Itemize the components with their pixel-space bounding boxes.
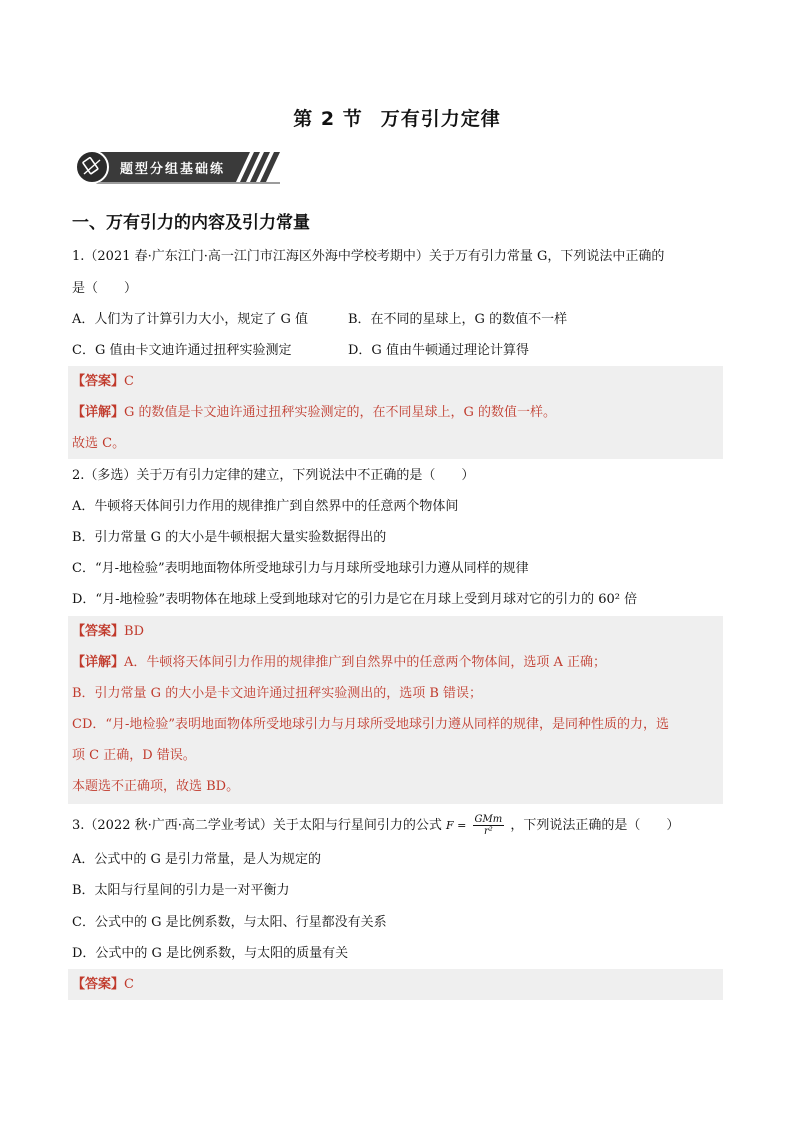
q2-detail-line3: CD．“月-地检验”表明地面物体所受地球引力与月球所受地球引力遵从同样的规律，是同种性质的力，选 bbox=[72, 717, 670, 732]
q1-answer bbox=[72, 373, 134, 391]
q3-option-a: A．公式中的 G 是引力常量，是人为规定的 bbox=[72, 852, 322, 867]
q3-formula-numerator: GMm bbox=[474, 814, 503, 825]
q3-answer-tag: 【答案】 bbox=[72, 977, 125, 992]
q1-option-a: A．人们为了计算引力大小，规定了 G 值 bbox=[72, 312, 309, 327]
page-title bbox=[0, 104, 794, 131]
q1-answer-tag: 【答案】 bbox=[72, 374, 125, 389]
section-banner bbox=[74, 150, 284, 184]
q1-conclusion: 故选 C。 bbox=[72, 436, 126, 451]
q2-detail-line2: B．引力常量 G 的大小是卡文迪许通过扭秤实验测出的，选项 B 错误； bbox=[72, 686, 483, 701]
title-section-number: 第 2 节 bbox=[293, 108, 363, 130]
q2-detail-line1 bbox=[72, 654, 606, 672]
q2-detail-text1: A．牛顿将天体间引力作用的规律推广到自然界中的任意两个物体间，选项 A 正确； bbox=[124, 655, 607, 670]
q3-stem bbox=[72, 814, 679, 837]
banner-label: 题型分组基础练 bbox=[120, 162, 226, 177]
q3-formula-lhs: F = bbox=[446, 819, 467, 832]
q3-stem-pre: 3.（2022 秋·广西·高二学业考试）关于太阳与行星间引力的公式 bbox=[72, 818, 442, 833]
q2-option-a: A．牛顿将天体间引力作用的规律推广到自然界中的任意两个物体间 bbox=[72, 499, 459, 514]
q1-detail bbox=[72, 404, 556, 422]
q2-option-c: C．“月-地检验”表明地面物体所受地球引力与月球所受地球引力遵从同样的规律 bbox=[72, 561, 529, 576]
q3-answer-value: C bbox=[124, 977, 134, 992]
q2-stem: 2.（多选）关于万有引力定律的建立，下列说法中不正确的是（ ） bbox=[72, 468, 475, 483]
q2-answer bbox=[72, 623, 144, 641]
q3-option-c: C．公式中的 G 是比例系数，与太阳、行星都没有关系 bbox=[72, 915, 387, 930]
q3-option-d: D．公式中的 G 是比例系数，与太阳的质量有关 bbox=[72, 946, 349, 961]
q1-option-b: B．在不同的星球上，G 的数值不一样 bbox=[348, 312, 568, 327]
q1-options-row1 bbox=[72, 311, 568, 329]
q1-detail-text: G 的数值是卡文迪许通过扭秤实验测定的，在不同星球上，G 的数值一样。 bbox=[124, 405, 557, 420]
q2-option-d: D．“月-地检验”表明物体在地球上受到地球对它的引力是它在月球上受到月球对它的引力的 60² 倍 bbox=[72, 592, 638, 607]
q3-formula-denominator: r² bbox=[483, 826, 493, 837]
section-heading: 一、万有引力的内容及引力常量 bbox=[72, 213, 310, 233]
q3-option-b: B．太阳与行星间的引力是一对平衡力 bbox=[72, 883, 290, 898]
q1-stem-line1: 1.（2021 春·广东江门·高一江门市江海区外海中学校考期中）关于万有引力常量 G，下列说法中正确的 bbox=[72, 249, 665, 264]
q3-answer-block bbox=[68, 969, 723, 1000]
q1-answer-value: C bbox=[124, 374, 134, 389]
q1-stem-line2: 是（ ） bbox=[72, 281, 138, 296]
q1-option-d: D．G 值由牛顿通过理论计算得 bbox=[348, 343, 529, 358]
q2-conclusion: 本题选不正确项，故选 BD。 bbox=[72, 779, 240, 794]
q2-detail-tag: 【详解】 bbox=[72, 655, 125, 670]
q2-option-b: B．引力常量 G 的大小是牛顿根据大量实验数据得出的 bbox=[72, 530, 387, 545]
q2-detail-line4: 项 C 正确，D 错误。 bbox=[72, 748, 196, 763]
q1-options-row2 bbox=[72, 342, 529, 360]
q1-option-c: C．G 值由卡文迪许通过扭秤实验测定 bbox=[72, 343, 292, 358]
title-name: 万有引力定律 bbox=[380, 108, 501, 130]
q3-stem-post: ，下列说法正确的是（ ） bbox=[510, 818, 680, 833]
q3-formula-fraction bbox=[473, 814, 505, 837]
q2-answer-tag: 【答案】 bbox=[72, 624, 125, 639]
q3-answer bbox=[72, 976, 134, 994]
q2-answer-block bbox=[68, 616, 723, 804]
q1-detail-tag: 【详解】 bbox=[72, 405, 125, 420]
q2-answer-value: BD bbox=[124, 624, 144, 639]
